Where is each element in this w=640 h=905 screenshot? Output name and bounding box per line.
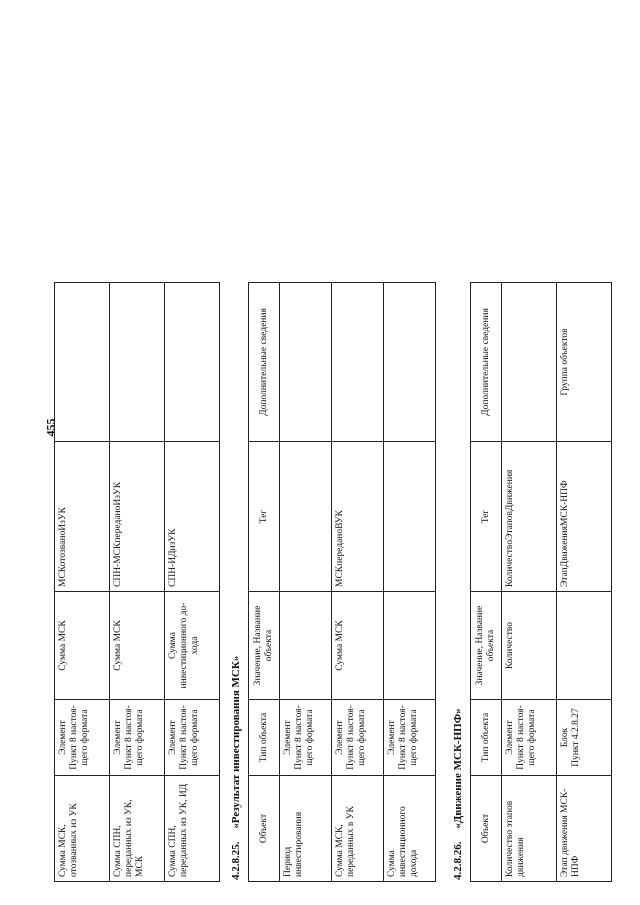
table-cell: Элемент Пункт 8 настоя- щего формата xyxy=(332,700,384,776)
section-number: 4.2.8.26. xyxy=(452,841,464,880)
table-cell: МСКпереданоВУК xyxy=(332,442,384,592)
table-cell: Элемент Пункт 8 настоя- щего формата xyxy=(280,700,332,776)
table-cell: Этап движения МСК-НПФ xyxy=(557,776,612,882)
table-cell: Элемент Пункт 8 настоя- щего формата xyxy=(110,700,165,776)
table-cell xyxy=(332,283,384,442)
table-row xyxy=(165,283,220,882)
section-title: «Движение МСК-НПФ» xyxy=(452,708,464,829)
table-row xyxy=(557,283,612,882)
column-header: Значение, Название объекта xyxy=(249,592,280,700)
table-cell: СПН-ИДизУК xyxy=(165,442,220,592)
table-cell: МСКотозваноИзУК xyxy=(55,442,110,592)
table-cell: Группа объектов xyxy=(557,283,612,442)
column-header: Тип объекта xyxy=(471,700,502,776)
column-header: Тип объекта xyxy=(249,700,280,776)
table-cell: Количество этапов движения xyxy=(502,776,557,882)
table-cell: Сумма инвестиционного до- хода xyxy=(165,592,220,700)
page-number: 455 xyxy=(43,418,58,437)
section-heading-25 xyxy=(226,12,246,882)
column-header: Значение, Название объекта xyxy=(471,592,502,700)
table-cell: Сумма инвестиционного дохода xyxy=(384,776,436,882)
column-header: Дополнительные сведения xyxy=(249,283,280,442)
table-cell: Количество xyxy=(502,592,557,700)
table-cell: Сумма МСК xyxy=(55,592,110,700)
table-cell: КоличествоЭтаповДвижения xyxy=(502,442,557,592)
table-cell: Сумма СПН, переданных из УК, ИД xyxy=(165,776,220,882)
table-msk-npf-movement xyxy=(470,282,612,882)
section-heading-26 xyxy=(448,12,468,882)
table-cell: Элемент Пункт 8 настоя- щего формата xyxy=(502,700,557,776)
column-header: Объект xyxy=(249,776,280,882)
table-header-row xyxy=(249,283,280,882)
table-cell xyxy=(557,592,612,700)
column-header: Объект xyxy=(471,776,502,882)
table-cell xyxy=(384,442,436,592)
column-header: Тег xyxy=(471,442,502,592)
table-row xyxy=(502,283,557,882)
table-cell xyxy=(165,283,220,442)
table-cell xyxy=(280,592,332,700)
table-cell: Период инвестирования xyxy=(280,776,332,882)
section-title: «Результат инвестирования МСК» xyxy=(230,655,242,829)
table-cell: СПН-МСКпереданоИзУК xyxy=(110,442,165,592)
table-cell xyxy=(280,442,332,592)
table-cell xyxy=(110,283,165,442)
table-cell: ЭтапДвиженияМСК-НПФ xyxy=(557,442,612,592)
table-cell xyxy=(280,283,332,442)
table-cell: Сумма МСК xyxy=(332,592,384,700)
table-top xyxy=(54,282,220,882)
table-cell xyxy=(502,283,557,442)
column-header: Дополнительные сведения xyxy=(471,283,502,442)
table-investment-result xyxy=(248,282,436,882)
table-cell xyxy=(55,283,110,442)
table-cell: Сумма МСК, переданных в УК xyxy=(332,776,384,882)
table-row xyxy=(110,283,165,882)
table-header-row xyxy=(471,283,502,882)
table-cell: Элемент Пункт 8 настоя- щего формата xyxy=(384,700,436,776)
table-row xyxy=(384,283,436,882)
table-cell xyxy=(384,592,436,700)
table-row xyxy=(332,283,384,882)
table-cell: Сумма СПН, переданных из УК, МСК xyxy=(110,776,165,882)
table-row xyxy=(280,283,332,882)
table-cell xyxy=(384,283,436,442)
table-cell: Сумма МСК, отозванных из УК xyxy=(55,776,110,882)
table-cell: Сумма МСК xyxy=(110,592,165,700)
section-number: 4.2.8.25. xyxy=(230,841,242,880)
rotated-page-content xyxy=(48,12,618,882)
column-header: Тег xyxy=(249,442,280,592)
table-cell: Элемент Пункт 8 настоя- щего формата xyxy=(165,700,220,776)
table-cell: Блок Пункт 4.2.8.27 xyxy=(557,700,612,776)
table-row xyxy=(55,283,110,882)
table-cell: Элемент Пункт 8 настоя- щего формата xyxy=(55,700,110,776)
